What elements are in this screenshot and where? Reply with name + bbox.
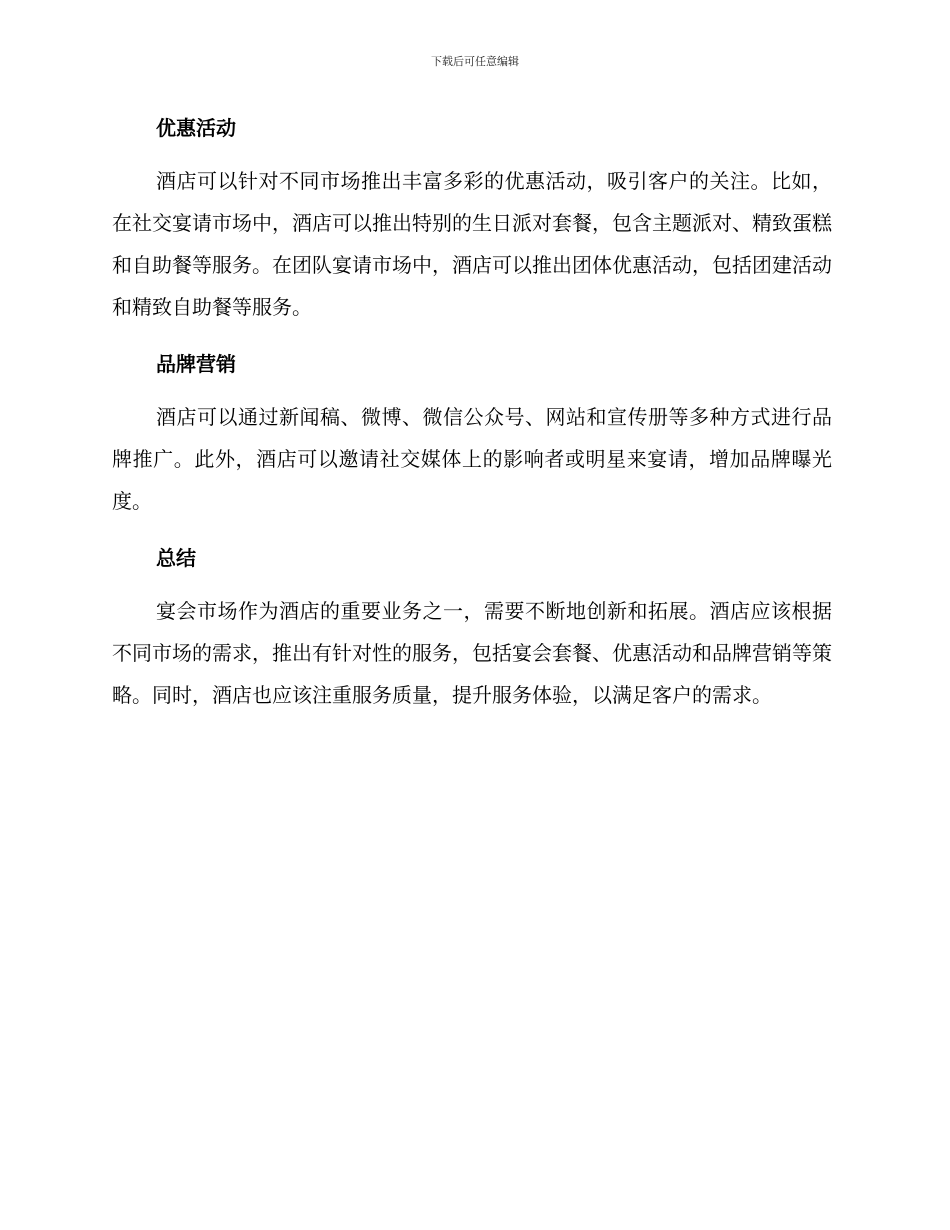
section-heading: 品牌营销 [156, 352, 236, 376]
section-paragraph: 酒店可以针对不同市场推出丰富多彩的优惠活动，吸引客户的关注。比如，在社交宴请市场中，酒店可以推出特别的生日派对套餐，包含主题派对、精致蛋糕和自助餐等服务。在团队宴请市场中，酒店可以推出团体优惠活动，包括团建活动和精致自助餐等服务。 [112, 169, 832, 319]
section-heading: 总结 [156, 546, 196, 570]
section-promotions [112, 108, 832, 328]
section-paragraph: 宴会市场作为酒店的重要业务之一，需要不断地创新和拓展。酒店应该根据不同市场的需求，推出有针对性的服务，包括宴会套餐、优惠活动和品牌营销等策略。同时，酒店也应该注重服务质量，提升服务体验，以满足客户的需求。 [112, 599, 832, 707]
section-brand-marketing [112, 344, 832, 522]
section-paragraph: 酒店可以通过新闻稿、微博、微信公众号、网站和宣传册等多种方式进行品牌推广。此外，酒店可以邀请社交媒体上的影响者或明星来宴请，增加品牌曝光度。 [112, 405, 832, 513]
section-heading: 优惠活动 [156, 116, 236, 140]
section-summary [112, 538, 832, 716]
document-body [112, 108, 832, 732]
page-header: 下载后可任意编辑 [431, 55, 519, 68]
